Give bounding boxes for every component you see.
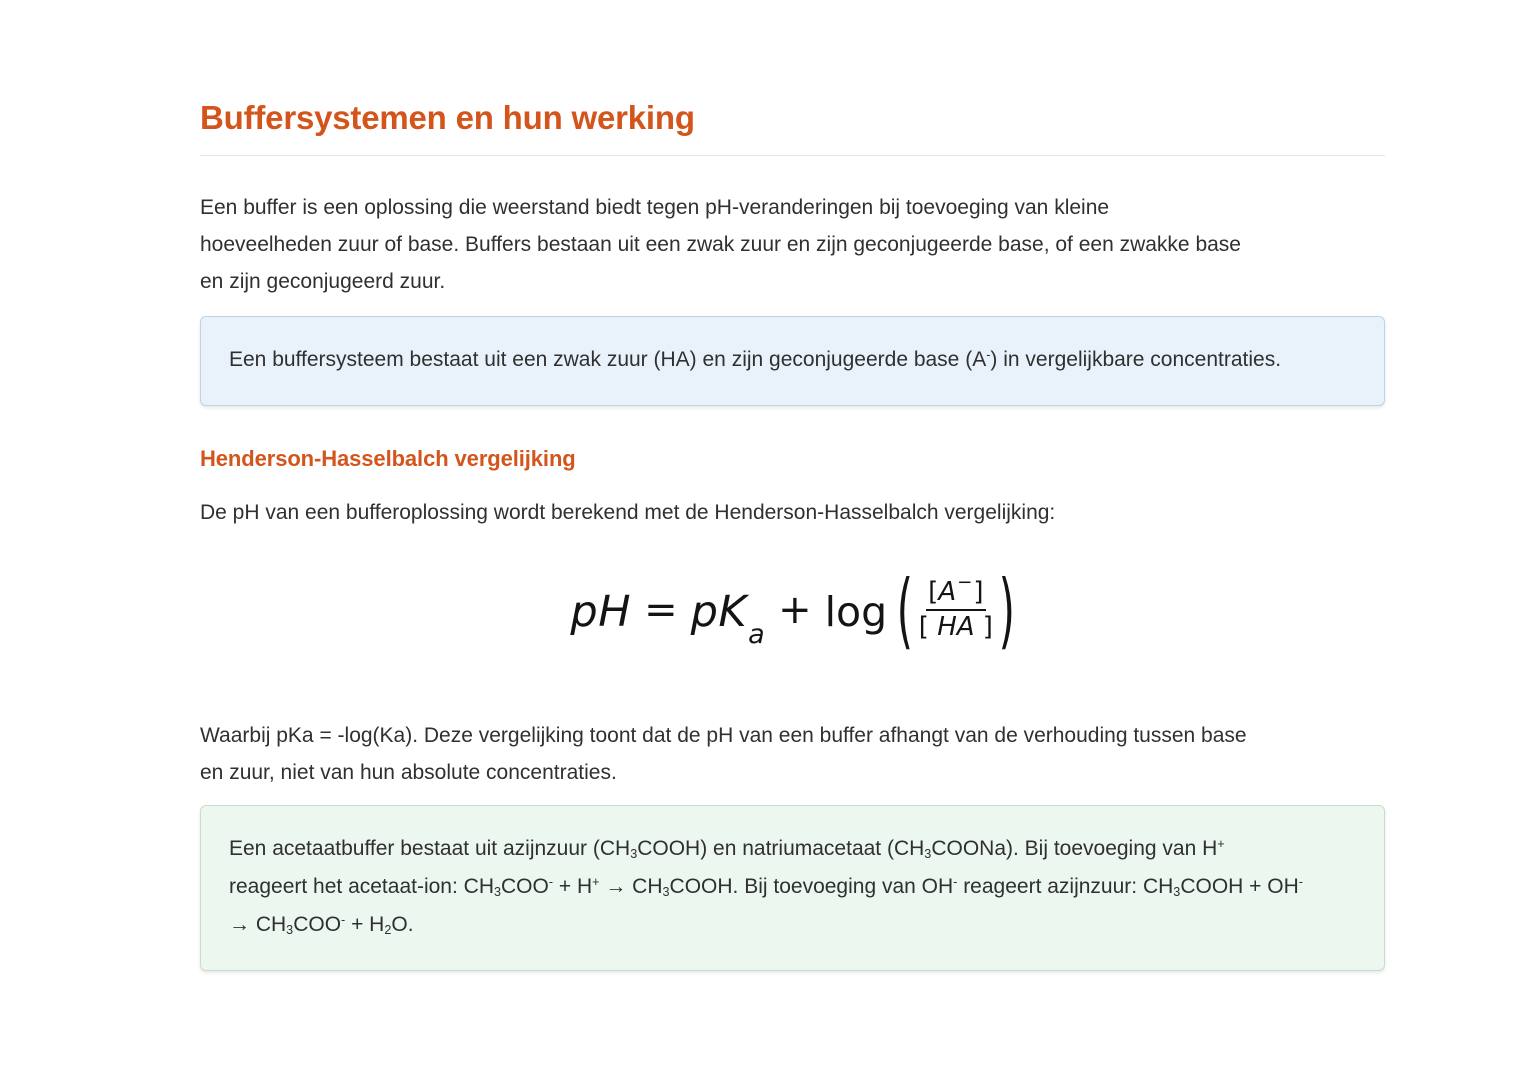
- henderson-hasselbalch-formula: [200, 557, 1385, 667]
- numerator-open-bracket: [: [928, 576, 939, 607]
- section-heading: Henderson-Hasselbalch vergelijking: [200, 446, 576, 472]
- explanation-line-2: en zuur, niet van hun absolute concentraties.: [200, 761, 617, 785]
- intro-paragraph: [200, 189, 1385, 300]
- formula-pk-subscript: a: [748, 618, 766, 650]
- title-divider: [200, 155, 1385, 156]
- formula-numerator: [926, 571, 985, 611]
- formula-log: log: [824, 588, 888, 637]
- example-line-2: reageert het acetaat-ion: $CH_3COO^- + H^+$ → $CH_3COOH$. Bij toevoeging van OH- reageert azijnzuur: $CH_3COOH + OH^-$: [229, 875, 1303, 900]
- page-title: Buffersystemen en hun werking: [200, 99, 695, 136]
- numerator-minus: −: [957, 571, 973, 593]
- denominator-close-bracket: ]: [982, 612, 993, 643]
- intro-line-1: Een buffer is een oplossing die weerstand biedt tegen pH-veranderingen bij toevoeging van kleine: [200, 196, 1110, 220]
- document-content: [200, 0, 1385, 971]
- formula-plus: +: [778, 587, 812, 634]
- denominator-open-bracket: [: [918, 612, 929, 643]
- explanation-line-1: Waarbij pKa = -log(Ka). Deze vergelijking toont dat de pH van een buffer afhangt van de verhouding tussen base: [200, 724, 1247, 748]
- numerator-close-bracket: ]: [973, 576, 984, 607]
- example-line-3: → $CH_3COO^- + H_2O$.: [229, 913, 414, 938]
- formula-equals: =: [644, 587, 678, 634]
- explanation-paragraph: [200, 717, 1385, 791]
- formula-ph: pH: [570, 587, 632, 638]
- formula-pk: pK: [690, 587, 748, 638]
- denominator-variable: HA: [937, 612, 975, 643]
- intro-line-3: en zijn geconjugeerd zuur.: [200, 270, 446, 294]
- example-line-1: Een acetaatbuffer bestaat uit azijnzuur $(CH_3COOH)$ en natriumacetaat $(CH_3COONa)$. Bij toevoeging van H+: [229, 837, 1225, 862]
- formula-denominator: [919, 611, 993, 641]
- info-callout-text: Een buffersysteem bestaat uit een zwak zuur (HA) en zijn geconjugeerde base (A-) in vergelijkbare concentraties.: [229, 348, 1282, 372]
- example-callout: [200, 805, 1385, 971]
- intro-line-2: hoeveelheden zuur of base. Buffers bestaan uit een zwak zuur en zijn geconjugeerde base, of een zwakke base: [200, 233, 1241, 257]
- info-callout: [200, 316, 1385, 406]
- section-lead-paragraph: De pH van een bufferoplossing wordt berekend met de Henderson-Hasselbalch vergelijking:: [200, 501, 1056, 525]
- formula-row: [570, 565, 1015, 660]
- formula-open-paren: (: [896, 565, 914, 660]
- numerator-variable: A: [938, 576, 957, 607]
- formula-close-paren: ): [998, 565, 1015, 660]
- formula-fraction: [918, 571, 993, 643]
